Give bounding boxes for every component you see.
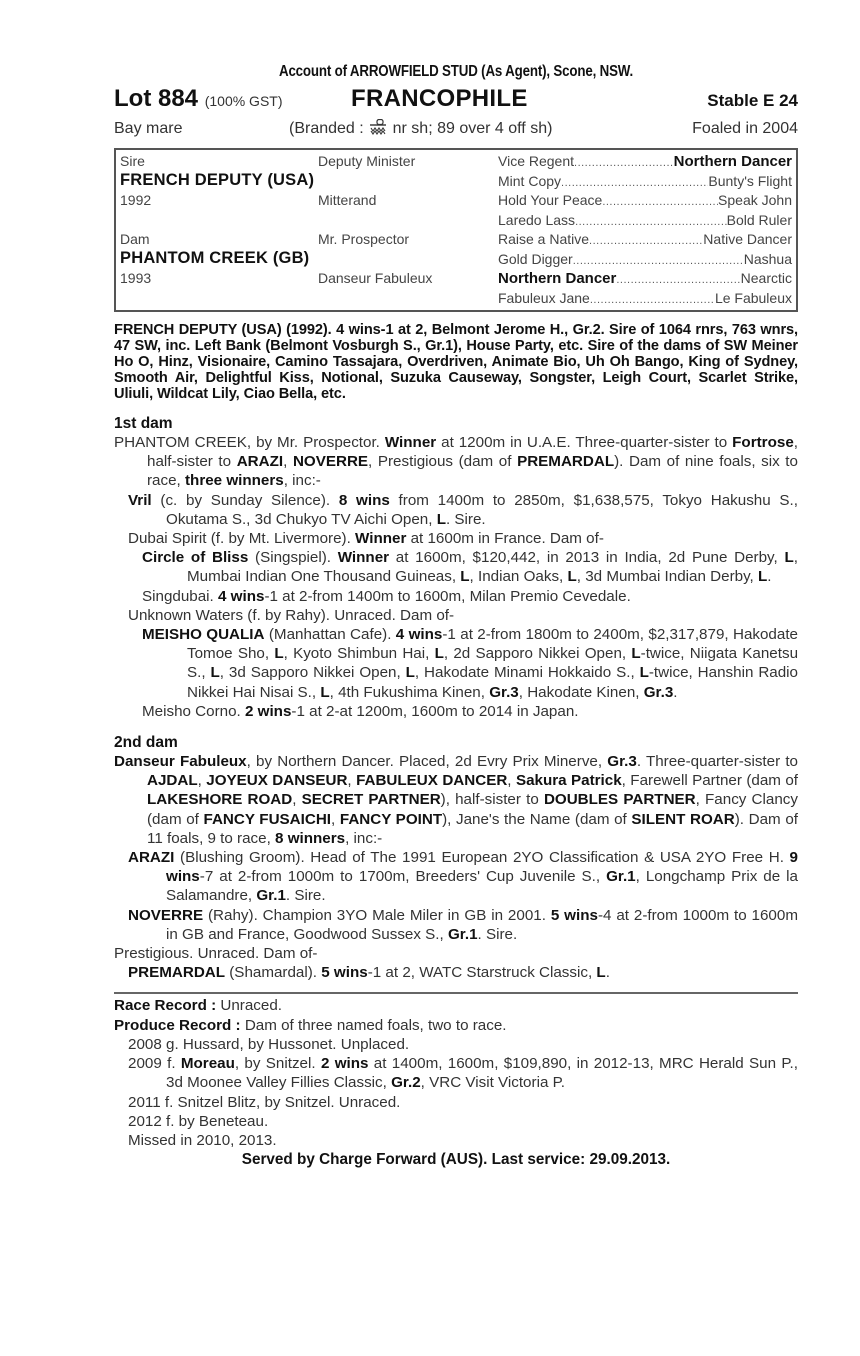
text-run: , 3d Sapporo Nikkei Open, [219,664,406,682]
bold-run: Sakura Patrick [515,772,622,790]
horse-name: FRANCOPHILE [351,85,528,112]
text-run: . Three-quarter-sister to [636,753,798,771]
text-run: -7 at 2-from 1000m to 1700m, Breeders' Cup Juvenile S., [199,868,607,886]
g3-left: Hold Your Peace [498,192,603,208]
progeny-entry [114,944,798,963]
text-run: , Kyoto Shimbun Hai, [283,645,435,663]
text-run: Singdubai. [142,587,218,605]
text-run: 2012 f. by Beneteau. [128,1112,269,1130]
progeny-entry [114,906,798,944]
dam-sire: Mr. Prospector [318,231,410,247]
bold-run: ARAZI [128,849,175,867]
progeny-entry [114,548,798,586]
race-record-value: Unraced. [216,997,282,1015]
sire-label: Sire [120,153,145,169]
text-run: . [767,568,772,586]
pedigree-table [114,148,798,312]
text-run: , [197,772,207,790]
bold-run: 9 wins [166,849,798,886]
bold-run: Gr.1 [256,887,286,905]
brand-mark-icon [368,119,388,135]
text-run: ). Dam of 11 foals, 9 to race, [147,810,798,847]
text-run: -4 at 2-from 1000m to 1600m in GB and France, Goodwood Sussex S., [166,906,798,943]
bold-run: 4 wins [218,587,265,605]
text-run: -1 at 2-from 1400m to 1600m, Milan Premio Cevedale. [264,587,631,605]
g3-left: Gold Digger [498,250,573,267]
text-run: , half-sister to [147,434,798,471]
served-note: Served by Charge Forward (AUS). Last service: 29.09.2013. [241,1151,671,1169]
text-run: , Hakodate Minami Hokkaido S., [414,664,640,682]
bold-run: 4 wins [395,626,443,644]
stable-location: Stable E 24 [707,91,798,110]
bold-run: SILENT ROAR [631,810,735,828]
bold-run: L [460,568,470,586]
bold-run: AJDAL [147,772,198,790]
text-run: , Indian Oaks, [469,568,568,586]
text-run: -twice, Niigata Kanetsu S., [187,645,799,682]
produce-record-value: Dam of three named foals, two to race. [240,1016,507,1034]
race-record-label: Race Record : [114,997,217,1015]
dam-name: PHANTOM CREEK (GB) [120,249,310,267]
text-run: , Prestigious (dam of [368,453,518,471]
text-run: 2011 f. Snitzel Blitz, by Snitzel. Unraced. [128,1093,401,1111]
produce-entry [114,1054,798,1092]
bold-run: Gr.3 [643,683,674,701]
bold-run: Fortrose [732,434,794,451]
produce-record [114,1016,798,1035]
text-run: ), Jane's the Name (dam of [442,810,632,828]
brand-info [289,116,552,142]
bold-run: Gr.3 [607,753,637,771]
text-run: PHANTOM CREEK, by Mr. Prospector. [114,434,385,451]
g3-right: Bunty's Flight [708,172,792,189]
bold-run: L [436,510,446,528]
text-run: , Farewell Partner (dam of [621,772,798,790]
text-run: (Shamardal). [225,964,322,982]
text-run: . Sire. [477,925,518,943]
info-row [114,116,798,142]
bold-run: L [405,664,415,682]
text-run: , inc:- [283,472,321,490]
g3-left: Mint Copy [498,172,562,189]
sire-dam: Mitterand [318,192,377,208]
g3-right: Le Fabuleux [714,289,792,306]
bold-run: L [434,645,444,663]
text-run: (Manhattan Cafe). [264,626,396,644]
produce-entry [114,1112,798,1131]
bold-run: L [596,964,606,982]
bold-run: FANCY POINT [339,810,443,828]
bold-run: PREMARDAL [517,453,615,471]
text-run: , Fancy Clancy (dam of [147,791,798,828]
bold-run: NOVERRE [128,906,204,924]
bold-run: 8 wins [338,491,390,509]
text-run: . [605,964,610,982]
bold-run: DOUBLES PARTNER [543,791,696,809]
g3-right: Nashua [743,250,792,267]
sire-year: 1992 [120,192,152,208]
progeny-entry [114,587,798,606]
second-dam-intro [114,752,798,848]
first-dam-intro [114,433,798,491]
bold-run: LAKESHORE ROAD [147,791,293,809]
bold-run: L [631,645,641,663]
bold-run: Winner [384,434,437,451]
text-run: -twice, Hanshin Radio Nikkei Hai Nisai S., [187,664,798,701]
bold-run: MEISHO QUALIA [142,626,265,644]
bold-run: L [784,549,794,567]
text-run: -1 at 2-from 1800m to 2400m, $2,317,879, Hakodate Tomoe Sho, [187,626,798,663]
foaled-year: Foaled in 2004 [692,120,798,137]
g3-right: Speak John [718,192,792,208]
gst-note: (100% GST) [204,93,283,109]
text-run: , VRC Visit Victoria P. [420,1074,565,1092]
bold-run: NOVERRE [292,453,369,471]
progeny-entry [114,491,798,529]
pedigree-g3-row [498,211,792,233]
pedigree-g3-row [498,250,792,272]
text-run: Missed in 2010, 2013. [128,1131,277,1149]
text-run: (Rahy). Champion 3YO Male Miler in GB in 2001. [203,906,551,924]
g3-left: Northern Dancer [498,270,617,287]
text-run: ). Dam of nine foals, six to race, [147,453,798,490]
progeny-entry [114,702,798,721]
produce-record-label: Produce Record : [114,1016,241,1034]
bold-run: Gr.1 [447,925,478,943]
text-run: , 4th Fukushima Kinen, [329,683,490,701]
bold-run: PREMARDAL [128,964,226,982]
bold-run: 8 winners [275,829,346,847]
produce-entry [114,1035,798,1054]
bold-run: L [639,664,649,682]
pedigree-g3-row [498,230,792,252]
branded-suffix: nr sh; 89 over 4 off sh) [392,120,553,137]
g3-right: Bold Ruler [726,211,792,228]
bold-run: L [274,645,284,663]
text-run: Prestigious. Unraced. Dam of- [114,945,318,963]
dam-year: 1993 [120,270,152,286]
text-run: 2008 g. Hussard, by Hussonet. Unplaced. [128,1035,410,1053]
g3-right: Northern Dancer [673,153,792,170]
text-run: Dubai Spirit (f. by Mt. Livermore). [128,530,356,548]
bold-run: Circle of Bliss [142,549,249,567]
text-run: -1 at 2, WATC Starstruck Classic, [367,964,597,982]
first-dam-heading: 1st dam [114,415,173,432]
dam-label: Dam [120,231,150,247]
sire-name: FRENCH DEPUTY (USA) [120,171,315,189]
text-run: Unknown Waters (f. by Rahy). Unraced. Dam of- [128,606,455,624]
text-run: -1 at 2-at 1200m, 1600m to 2014 in Japan. [291,702,579,720]
text-run: 2009 f. [128,1055,181,1073]
text-run: , [331,810,340,828]
text-run: , by Snitzel. [234,1055,321,1073]
g3-right: Native Dancer [703,231,792,247]
bold-run: L [320,683,330,701]
text-run: . [673,683,678,701]
bold-run: L [757,568,768,586]
bold-run: ARAZI [236,453,284,471]
progeny-entry [114,848,798,906]
text-run: (c. by Sunday Silence). [151,491,339,509]
bold-run: Danseur Fabuleux [114,753,247,771]
bold-run: FANCY FUSAICHI [203,810,332,828]
text-run: , Mumbai Indian One Thousand Guineas, [187,549,798,586]
g3-right: Nearctic [740,270,792,286]
divider [114,992,798,994]
bold-run: L [210,664,220,682]
bold-run: 5 wins [550,906,598,924]
bold-run: Vril [128,491,152,509]
text-run: Meisho Corno. [142,702,245,720]
text-run: at 1400m, 1600m, $109,890, in 2012-13, MRC Herald Sun P., 3d Moonee Valley Fillies Classic, [166,1055,798,1092]
text-run: , Hakodate Kinen, [518,683,644,701]
bold-run: 2 wins [244,702,292,720]
text-run: at 1600m, $120,442, in 2013 in India, 2d Pune Derby, [389,549,785,567]
text-run: . Sire. [285,887,326,905]
text-run: , 2d Sapporo Nikkei Open, [443,645,632,663]
progeny-entry [114,529,798,548]
bold-run: L [567,568,577,586]
text-run: , by Northern Dancer. Placed, 2d Evry Prix Minerve, [246,753,608,771]
text-run: . Sire. [445,510,486,528]
second-dam-heading: 2nd dam [114,734,178,752]
text-run: , [283,453,293,471]
bold-run: Gr.1 [606,868,636,886]
produce-entry [114,1131,798,1150]
text-run: , 3d Mumbai Indian Derby, [576,568,758,586]
progeny-entry [114,606,798,625]
bold-run: Gr.3 [489,683,519,701]
text-run: from 1400m to 2850m, $1,638,575, Tokyo Hakushu S., Okutama S., 3d Chukyo TV Aichi Open, [166,491,798,528]
progeny-entry [114,963,798,982]
g3-left: Vice Regent [498,153,575,169]
bold-run: Winner [355,530,407,548]
dam-dam: Danseur Fabuleux [318,270,433,286]
pedigree-g3-row [498,191,792,213]
text-run: (Singspiel). [248,549,338,567]
catalogue-page [114,62,798,1169]
bold-run: three winners [184,472,284,490]
pedigree-g3-row [498,152,792,174]
bold-run: Winner [337,549,390,567]
sire-summary: FRENCH DEPUTY (USA) (1992). 4 wins-1 at 2, Belmont Jerome H., Gr.2. Sire of 1064 rnrs, 763 wnrs, 47 SW, inc. Left Bank (Belmont Vosburgh S., Gr.1), House Party, etc. Sire of the dams of SW Meiner Ho O, Hinz, Visionaire, Camino Tassajara, Overdriven, Animate Bio, Uh Oh Bango, King of Sydney, Smooth Air, Delightful Kiss, Notional, Suzuka Causeway, Songster, Leigh Court, Scarlet Strike, Uliuli, Wildcat Lily, Ciao Bella, etc. [114,322,798,402]
text-run: , [507,772,516,790]
pedigree-g3-row [498,289,792,311]
text-run: , Longchamp Prix de la Salamandre, [166,868,799,905]
lot-row [114,84,798,114]
progeny-entry [114,625,798,702]
race-record [114,996,798,1015]
first-dam-section [114,414,798,721]
bold-run: 2 wins [320,1055,369,1073]
produce-entry [114,1093,798,1112]
bold-run: FABULEUX DANCER [356,772,508,790]
sire-sire: Deputy Minister [318,153,416,169]
g3-left: Fabuleux Jane [498,289,590,306]
consignor-line: Account of ARROWFIELD STUD (As Agent), Scone, NSW. [278,63,634,80]
g3-left: Raise a Native [498,231,590,247]
bold-run: JOYEUX DANSEUR [206,772,348,790]
text-run: , [292,791,302,809]
bold-run: 5 wins [321,964,368,982]
pedigree-g3-row [498,172,792,194]
text-run: at 1600m in France. Dam of- [406,530,604,548]
bold-run: SECRET PARTNER [301,791,441,809]
pedigree-g3-row [498,269,792,291]
text-run: , inc:- [345,829,383,847]
text-run: , [347,772,357,790]
branded-prefix: (Branded : [289,120,364,137]
text-run: (Blushing Groom). Head of The 1991 European 2YO Classification & USA 2YO Free H. [174,849,790,867]
g3-left: Laredo Lass [498,211,576,228]
bold-run: Gr.2 [391,1074,421,1092]
bold-run: Moreau [180,1055,235,1073]
second-dam-section [114,733,798,982]
lot-number [114,84,283,116]
lot-label: Lot 884 [114,85,199,112]
colour-sex: Bay mare [114,120,183,137]
text-run: ), half-sister to [440,791,544,809]
text-run: at 1200m in U.A.E. Three-quarter-sister to [436,434,733,451]
